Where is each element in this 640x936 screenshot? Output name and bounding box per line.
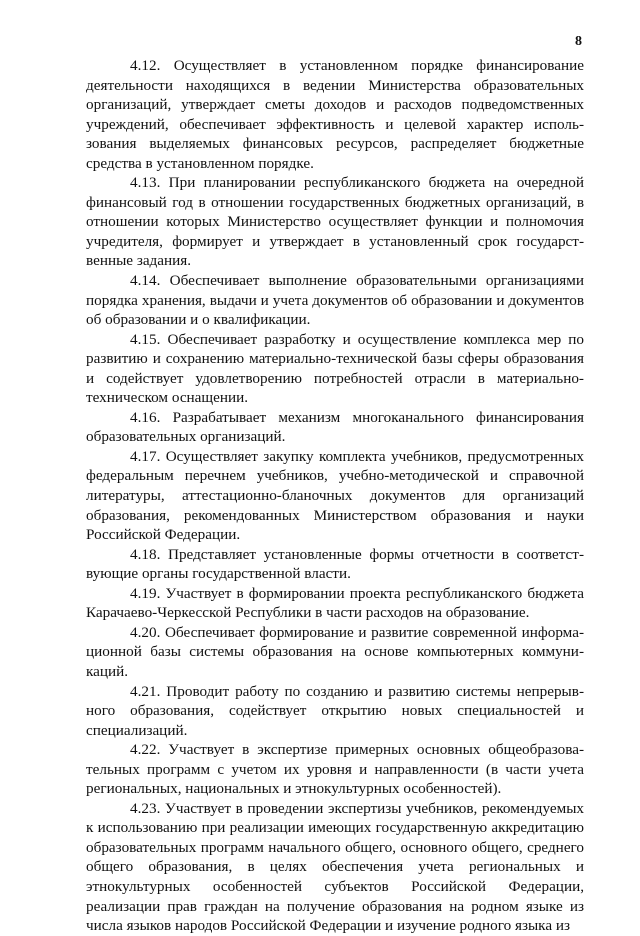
paragraph-4-21: 4.21. Проводит работу по созданию и развитию системы непрерывного образования, содействует открытию новых специальностей и специализаций. [86, 682, 584, 739]
page-number: 8 [575, 34, 582, 49]
paragraph-4-22: 4.22. Участвует в экспертизе примерных основных общеобразовательных программ с учетом их уровня и направленности (в части учета региональных, национальных и этнокультурных особенностей). [86, 741, 584, 798]
paragraph-4-18: 4.18. Представляет установленные формы отчетности в соответствующие органы государственной власти. [86, 545, 584, 583]
document-body [86, 56, 584, 936]
paragraph-4-19: 4.19. Участвует в формировании проекта республиканского бюджета Карачаево-Черкесской Республики в части расходов на образование. [86, 584, 584, 622]
paragraph-4-23: 4.23. Участвует в проведении экспертизы учебников, рекомендуемых к использованию при реализации имеющих государственную аккредитацию образовательных программ начального общего, основного общего, среднего общего образования, в целях обеспечения учета региональных и этнокультурных особенностей субъектов Российской Федерации, реализации прав граждан на получение образования на родном языке из числа языков народов Российской Федерации и изучение родного языка из [86, 799, 584, 935]
paragraph-4-13: 4.13. При планировании республиканского бюджета на очередной финансовый год в отношении государственных бюджетных организаций, в отношении которых Министерство осуществляет функции и полномочия учредителя, формирует и утверждает в установленный срок государственные задания. [86, 174, 584, 270]
paragraph-4-14: 4.14. Обеспечивает выполнение образовательными организациями порядка хранения, выдачи и учета документов об образовании и документов об образовании и о квалификации. [86, 272, 584, 329]
paragraph-4-12: 4.12. Осуществляет в установленном порядке финансирование деятельности находящихся в ведении Министерства образовательных организаций, утверждает сметы доходов и расходов подведомственных учреждений, обеспечивает эффективность и целевой характер использования выделяемых финансовых ресурсов, распределяет бюджетные средства в установленном порядке. [86, 57, 584, 172]
paragraph-4-15: 4.15. Обеспечивает разработку и осуществление комплекса мер по развитию и сохранению материально-технической базы сферы образования и содействует удовлетворению потребностей отрасли в материально-техническом оснащении. [86, 330, 584, 407]
paragraph-4-20: 4.20. Обеспечивает формирование и развитие современной информационной базы системы образования на основе компьютерных коммуникаций. [86, 623, 584, 680]
paragraph-4-17: 4.17. Осуществляет закупку комплекта учебников, предусмотренных федеральным перечнем учебников, учебно-методической и справочной литературы, аттестационно-бланочных документов для организаций образования, рекомендованных Министерством образования и науки Российской Федерации. [86, 447, 584, 544]
paragraph-4-16: 4.16. Разрабатывает механизм многоканального финансирования образовательных организаций. [86, 408, 584, 446]
